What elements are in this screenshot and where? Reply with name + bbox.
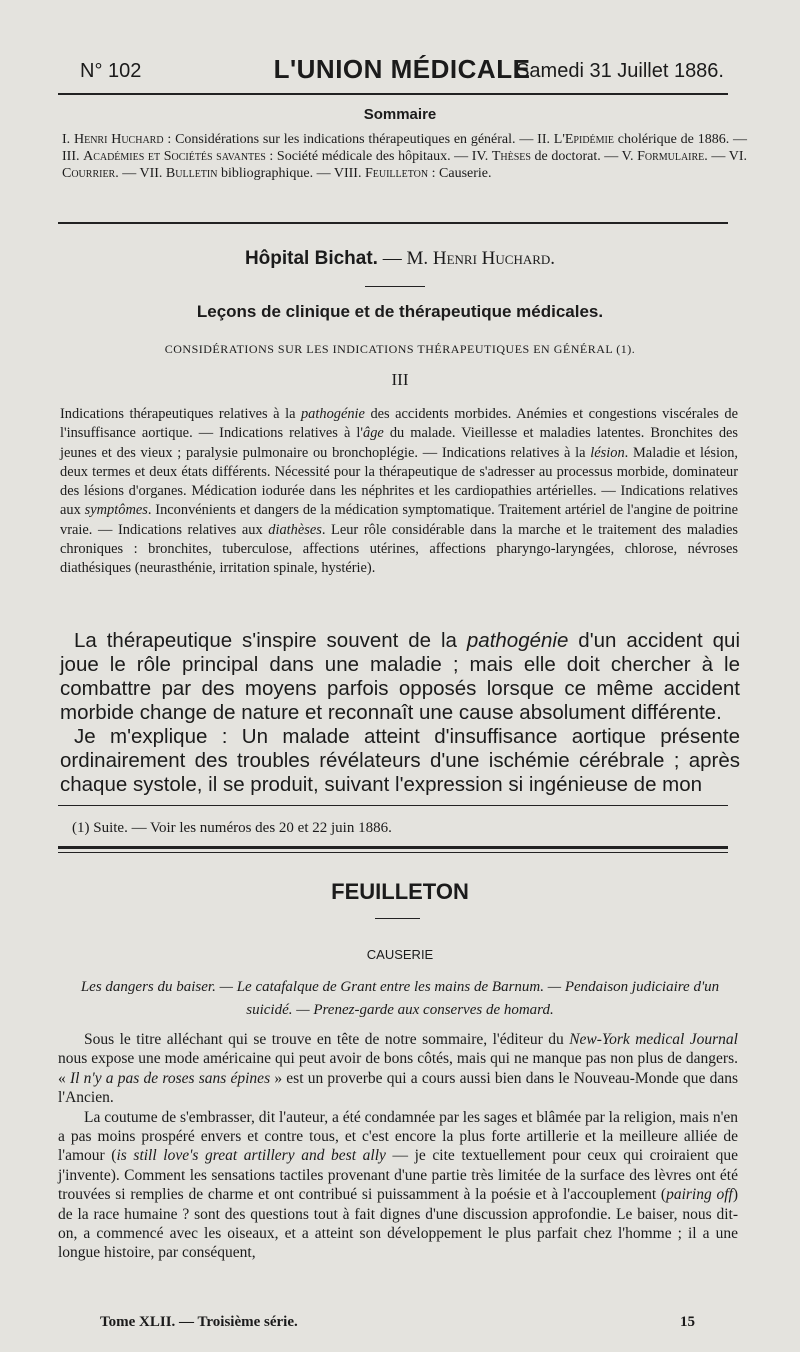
sommaire-item-text: : Société médicale des hôpitaux. —	[265, 149, 472, 164]
text-run: » est un proverbe qui a cours aussi bien dans le Nouveau-Monde que dans l'Ancien.	[58, 1069, 739, 1107]
issue-number: N° 102	[80, 60, 142, 82]
sommaire-item-number: III.	[62, 149, 84, 164]
article-subtitle: CONSIDÉRATIONS SUR LES INDICATIONS THÉRAPEUTIQUES EN GÉNÉRAL (1).	[164, 342, 636, 356]
sommaire-item-text: . —	[704, 149, 729, 164]
text-run: Indications thérapeutiques relatives à la	[60, 406, 301, 422]
page-footer	[100, 1314, 695, 1334]
text-run: . —	[212, 979, 237, 995]
volume-info: Tome XLII. — Troisième série.	[100, 1314, 298, 1330]
italic-run: pathogénie	[466, 629, 569, 652]
sommaire-item-heading: Feuilleton	[364, 166, 429, 181]
feuilleton-rule	[375, 918, 420, 919]
masthead-rule	[58, 93, 728, 95]
feuilleton-paragraph	[58, 1030, 738, 1108]
sommaire-item-text: . —	[115, 166, 140, 181]
section-number: III	[391, 370, 409, 389]
italic-run: âge	[363, 425, 384, 442]
section-rule-thin	[58, 852, 728, 853]
sommaire-item-text: bibliographique. —	[217, 166, 334, 181]
sommaire-rule	[58, 222, 728, 224]
text-run: — je cite textuellement pour ceux qui croiraient que j'invente). Comment les sensations tactiles provenant d'une partie très limitée de la surface des lèvres ont été trouvées si remplies de charme et ont contribué si puissamment à la poésie et à l'accouplement (	[58, 1147, 739, 1204]
sommaire-item-heading: Académies et Sociétés savantes	[83, 149, 266, 164]
italic-run: lésion	[590, 444, 625, 461]
italic-run: New-York medical Journal	[569, 1031, 738, 1048]
text-run: du malade. Vieillesse et maladies latentes. Bronchites des jeunes et des vieux ; paralysie pulmonaire ou bronchoplégie. — Indications relatives à la	[60, 425, 738, 461]
sommaire-item-text: : Considérations sur les indications thérapeutiques en général. —	[163, 132, 538, 147]
text-run: . —	[540, 979, 565, 995]
text-run: d'un accident qui joue le rôle principal dans une maladie ; mais elle doit chercher à le combattre par des moyens parfois opposés lorsque ce même accident morbide change de nature et reconnaît une cause absolument différente.	[60, 629, 741, 724]
sommaire-item-text: de doctorat. —	[530, 149, 622, 164]
italic-run: diathèses	[268, 521, 322, 538]
text-run: ) de la race humaine ? sont des questions tout à fait dignes d'une discussion approfondie. Le baiser, nous dit-on, a commencé avec les oiseaux, et a atteint son développement le plus parfait chez l'homme ; il a une longue histoire, par conséquent,	[58, 1186, 738, 1262]
italic-run: Prenez-garde aux conserves de homard	[313, 1002, 550, 1018]
text-run: La thérapeutique s'inspire souvent de la	[74, 629, 467, 652]
sommaire-item-number: VIII.	[333, 166, 365, 181]
feuilleton-body	[58, 1030, 738, 1263]
text-run: . Inconvénients et dangers de la médication symptomatique. Traitement artériel de l'angine de poitrine vraie. — Indications relatives aux	[60, 502, 738, 538]
article-body	[60, 629, 740, 797]
sommaire-item-text: : Causerie.	[428, 166, 492, 181]
sommaire-item-text: cholérique de 1886. —	[613, 132, 748, 147]
text-run: . Leur rôle considérable dans la marche et le traitement des maladies chroniques : bronchites, tuberculose, affections utérines, affections pharyngo-laryngées, chlorose, névroses diathésiques (neurasthénie, irritation spinale, hystérie).	[60, 521, 738, 577]
sommaire-item-number: V.	[621, 149, 638, 164]
italic-run: pairing off	[666, 1186, 733, 1204]
text-run: . —	[288, 1002, 314, 1018]
sommaire-item-heading: Courrier	[62, 166, 116, 181]
sommaire-item-number: VII.	[139, 166, 166, 181]
author-name: Henri Huchard.	[432, 248, 556, 269]
sommaire-item-heading: L'Epidémie	[553, 132, 614, 147]
sommaire-item-number: IV.	[471, 149, 492, 164]
article-heading	[0, 248, 800, 270]
issue-date: Samedi 31 Juillet 1886.	[516, 60, 724, 82]
italic-run: Les dangers du baiser	[80, 979, 213, 995]
article-paragraph	[60, 725, 740, 797]
article-summary	[60, 405, 738, 579]
section-rule-thick	[58, 846, 728, 849]
journal-title: L'UNION MÉDICALE	[273, 54, 531, 84]
sommaire-item-heading: Thèses	[491, 149, 531, 164]
sommaire-item-number: I.	[62, 132, 74, 147]
feuilleton-summary	[60, 976, 740, 1022]
feuilleton-title: FEUILLETON	[331, 879, 469, 904]
text-run: Sous le titre alléchant qui se trouve en tête de notre sommaire, l'éditeur du	[84, 1031, 570, 1048]
sommaire-item-heading: Bulletin	[165, 166, 218, 181]
text-run: Je m'explique : Un malade atteint d'insuffisance aortique présente ordinairement des troubles révélateurs d'une ischémie cérébrale ; après chaque systole, il se produit, suivant l'expression si ingénieuse de mon	[60, 725, 740, 796]
masthead	[80, 52, 724, 88]
heading-dash: — M.	[377, 248, 433, 269]
sommaire-item-heading: Henri Huchard	[73, 132, 164, 147]
italic-run: Le catafalque de Grant entre les mains de Barnum	[236, 979, 541, 995]
text-run: .	[549, 1002, 554, 1018]
article-paragraph	[60, 629, 740, 725]
title-rule	[365, 286, 425, 287]
sommaire-list	[62, 131, 747, 182]
causerie-title: CAUSERIE	[366, 947, 434, 962]
italic-run: is still love's great artillery and best ally	[116, 1147, 386, 1165]
italic-run: Il n'y a pas de roses sans épines	[69, 1069, 271, 1087]
feuilleton-paragraph	[58, 1108, 738, 1263]
sommaire-title: Sommaire	[363, 106, 437, 123]
text-run: nous expose une mode américaine qui peut avoir de bons côtés, mais qui ne manque pas non plus de dangers. «	[58, 1050, 738, 1087]
italic-run: pathogénie	[300, 406, 365, 422]
italic-run: Pendaison judiciaire d'un suicidé	[246, 979, 720, 1018]
sommaire-item-number: II.	[537, 132, 554, 147]
footnote: (1) Suite. — Voir les numéros des 20 et 22 juin 1886.	[72, 820, 392, 836]
hospital-name: Hôpital Bichat.	[244, 248, 378, 269]
page-number: 15	[680, 1314, 695, 1330]
lecons-title: Leçons de clinique et de thérapeutique médicales.	[196, 302, 604, 321]
text-run: des accidents morbides. Anémies et congestions viscérales de l'insuffisance aortique. — Indications relatives à l'	[60, 406, 738, 442]
text-run: . Maladie et lésion, deux termes et deux états différents. Nécessité pour la thérapeutique de s'adresser au processus morbide, dominateur des lésions d'organes. Médication iodurée dans les néphrites et les cardiopathies artérielles. — Indications relatives aux	[60, 444, 738, 519]
italic-run: symptômes	[84, 502, 148, 519]
sommaire-item-number: VI.	[728, 149, 748, 164]
text-run: La coutume de s'embrasser, dit l'auteur, a été condamnée par les sages et blâmée par la religion, mais n'en a pas moins prospéré envers et contre tous, et c'est encore la plus forte artillerie et la meilleure alliée de l'amour (	[58, 1108, 739, 1165]
footnote-rule	[58, 805, 728, 806]
sommaire-item-heading: Formulaire	[637, 149, 705, 164]
